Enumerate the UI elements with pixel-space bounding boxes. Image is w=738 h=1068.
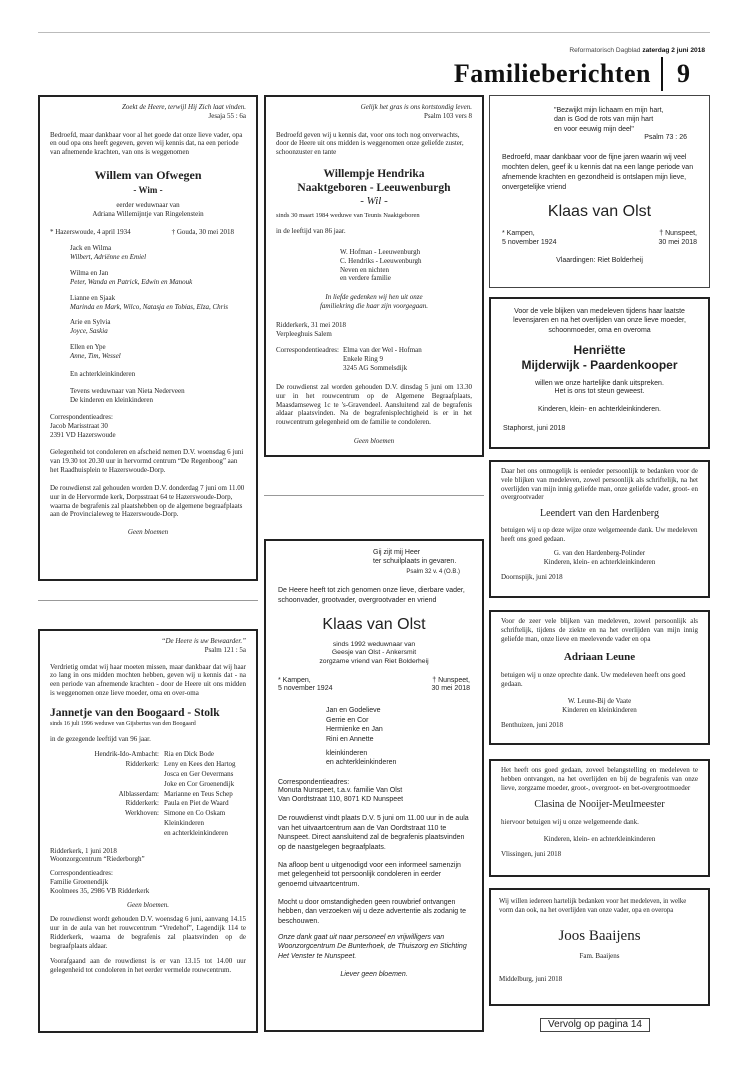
family-member: Rini en Annette (326, 735, 374, 743)
life-dates (278, 677, 470, 695)
family-place (50, 829, 164, 839)
section-title: Familieberichten (454, 57, 663, 91)
masthead (569, 47, 705, 55)
verse-line: dan is God de rots van mijn hart (554, 116, 654, 124)
deceased-name: Joos Baaijens (558, 928, 641, 945)
grandchildren: En achterkleinkinderen (70, 369, 136, 378)
birth-date: 5 november 1924 (502, 239, 557, 247)
family-parents: Ellen en Ype (70, 342, 106, 351)
family: Kinderen, klein- en achterkleinkinderen (543, 834, 656, 843)
corr-label: Correspondentieadres: (50, 413, 113, 422)
family-row (50, 780, 236, 790)
death-place: † Nunspeet, (659, 230, 697, 238)
family-place (50, 770, 164, 780)
corr-address (339, 346, 422, 372)
family-grandchildren: Joyce, Saskia (70, 327, 108, 336)
paper-name: Reformatorisch Dagblad (569, 47, 641, 54)
thanks-1: willen we onze hartelijke dank uitspreken. (535, 379, 664, 387)
family-parents: Lianne en Sjaak (70, 293, 116, 302)
family-table (50, 750, 236, 838)
intro: Bedroefd geven wij u kennis dat, voor ons toch nog onverwachts, door de Heere uit ons midden is weggenomen onze geliefde zuster, schoonzuster en tante (276, 130, 464, 157)
signature-1: W. Leune-Bij de Vaate (567, 696, 632, 705)
age: in de leeftijd van 86 jaar. (276, 227, 346, 236)
flowers-note: Geen bloemen. (127, 900, 169, 909)
signature: Vlaardingen: Riet Bolderheij (556, 257, 643, 265)
memory-1: In liefde gedenken wij hen uit onze (325, 293, 423, 302)
family-row (50, 760, 236, 770)
ad-jannetje-van-den-boogaard (38, 629, 258, 1033)
birth-place: * Kampen, (502, 230, 535, 238)
thanks: hiervoor betuigen wij u onze welgemeende dank. (501, 818, 639, 827)
family-place: Hendrik-Ido-Ambacht: (94, 750, 159, 759)
intro: Daar het ons onmogelijk is eenieder persoonlijk te bedanken voor de vele blijken van medeleven, zowel persoonlijk als schriftelijk, na het overlijden van mijn innig geliefde man, onze geliefde vader, groot- en overgrootvader (501, 467, 698, 502)
family-member: W. Hofman - Leeuwenburgh (340, 247, 421, 256)
place-date: Ridderkerk, 31 mei 2018 (276, 320, 346, 329)
corr-line: Enkele Ring 9 (342, 355, 384, 364)
family-row (50, 819, 236, 829)
since-2: Geesje van Olst - Ankersmit (331, 649, 417, 657)
signature: Fam. Baaijens (579, 952, 620, 961)
thanks-2: Het is ons tot steun geweest. (554, 388, 645, 396)
family-grandchildren: Marinda en Mark, Wilco, Natasja en Tobias, Elza, Chris (70, 302, 229, 311)
family-names: Paula en Piet de Waard (164, 799, 229, 808)
verse-ref: Jesaja 55 : 6a (208, 111, 246, 120)
also-widower: Tevens weduwnaar van Nieta Nederveen (70, 387, 185, 396)
family-place (50, 780, 164, 790)
family-group (50, 343, 246, 361)
family-group (50, 318, 246, 336)
family-grandchildren: Peter, Wanda en Patrick, Edwin en Manouk (70, 277, 193, 286)
family-list (50, 244, 246, 360)
deceased-name: Clasina de Nooijer-Meulmeester (534, 799, 665, 811)
verse-1: Gij zijt mij Heer (373, 549, 421, 556)
separator (264, 495, 484, 496)
deceased-name: Jannetje van den Boogaard - Stolk (50, 706, 220, 719)
since-1: sinds 1992 weduwnaar van (332, 640, 416, 648)
page-number: 9 (677, 59, 690, 88)
family: Kinderen, klein- en achterkleinkinderen. (538, 406, 661, 414)
issue-date: zaterdag 2 juni 2018 (642, 47, 705, 54)
signature-2: Kinderen en kleinkinderen (562, 705, 637, 714)
verse-ref: Psalm 103 vers 8 (423, 111, 472, 120)
visitation: Na afloop bent u uitgenodigd voor een informeel samenzijn met gelegenheid tot persoonlijk condoleren in eerder genoemd uitvaartcentrum. (278, 861, 461, 888)
death-date: 30 mei 2018 (658, 239, 697, 247)
thanks: betuigen wij u op deze wijze onze welgemeende dank. Uw medeleven heeft ons goed gedaan. (501, 525, 698, 543)
family-list (278, 706, 470, 744)
separator (38, 600, 258, 601)
family-row (50, 799, 236, 809)
family-place (50, 819, 164, 829)
funeral-service: De rouwdienst vindt plaats D.V. 5 juni om 11.00 uur in de aula van het uitvaartcentrum aan de Van Oordtstraat 110 te Nunspeet. Direct aansluitend zal de begrafenis plaatsvinden op de naastgelegen begraafplaats. (278, 815, 469, 852)
corr-line: Monuta Nunspeet, t.a.v. familie Van Olst (278, 787, 403, 795)
place-home: Woonzorgcentrum “Riederborgh” (50, 855, 145, 864)
verse (502, 106, 697, 134)
family-parents: Arie en Sylvia (70, 318, 111, 327)
birth-place: * Kampen, (278, 676, 311, 684)
verse-2: ter schuilplaats in gevaren. (373, 557, 457, 565)
family-row (50, 790, 236, 800)
deceased-name-1: Henriëtte (573, 343, 626, 358)
verse-ref: Psalm 73 : 26 (644, 134, 687, 142)
intro: Verdrietig omdat wij haar moeten missen, maar dankbaar dat wij haar zo lang in ons midden mochten hebben, geven wij u kennis dat - na een periode van afnemende krachten - door de Heere uit ons midden is weggenomen onze lieve moeder, oma en over-oma (50, 662, 246, 698)
family-row (50, 750, 236, 760)
family-names: Leny en Kees den Hartog (164, 760, 236, 769)
age: in de gezegende leeftijd van 96 jaar. (50, 735, 151, 744)
place-date: Ridderkerk, 1 juni 2018 (50, 846, 117, 855)
corr-line: Elma van der Wel - Hofman (342, 346, 422, 355)
corr-name: Familie Groenendijk (50, 878, 109, 886)
corr-line: Correspondentieadres: (278, 778, 350, 786)
family-list (276, 248, 472, 283)
verse-line: en voor eeuwig mijn deel" (554, 125, 634, 133)
funeral-service: De rouwdienst zal worden gehouden D.V. dinsdag 5 juni om 13.30 uur in het rouwcentrum op de Algemene Begraafplaats, Maasdamseweg 1c te 's-Gravendeel. Aansluitend zal de begrafenis aldaar plaatsvinden. Na de begrafenisplechtigheid is er in het rouwcentrum gelegenheid om de familie te condoleren. (276, 382, 472, 427)
nickname: - Wil - (360, 195, 388, 208)
family-names: en achterkleinkinderen (164, 828, 228, 837)
deceased-name: Willem van Ofwegen (94, 168, 202, 183)
ad-klaas-van-olst-family (264, 539, 484, 1032)
deceased-name: Klaas van Olst (322, 615, 426, 633)
intro: Voor de vele blijken van medeleven tijdens haar laatste levensjaren en na het overlijden van onze lieve moeder, schoonmoeder, oma en overoma (513, 308, 686, 334)
ad-willem-van-ofwegen (38, 95, 258, 581)
place-home: Verpleeghuis Salem (276, 329, 332, 338)
spouse-line-1: eerder weduwnaar van (116, 201, 180, 210)
family-member: Neven en nichten (340, 265, 389, 274)
page-heading (454, 57, 705, 91)
ad-leendert-van-den-hardenberg (489, 460, 710, 598)
place: Doornspijk, juni 2018 (501, 573, 563, 582)
verse-ref: Psalm 32 v. 4 (O.B.) (406, 568, 460, 575)
corr-street: Jacob Marisstraat 30 (50, 421, 108, 430)
ad-clasina-de-nooijer (489, 759, 710, 877)
signature-1: G. van den Hardenberg-Polinder (553, 549, 646, 558)
flowers-note: Liever geen bloemen. (340, 970, 408, 978)
ad-adriaan-leune (489, 610, 710, 745)
signature-2: Kinderen, klein- en achterkleinkinderen (543, 558, 656, 567)
family-parents: Jack en Wilma (70, 244, 112, 253)
intro: Bedroefd, maar dankbaar voor de fijne jaren waarin wij veel mochten delen, geef ik u kennis dat na een lange periode van afnemende krachten en gezondheid is ontslapen mijn lieve, onvergetelijke vriend (502, 154, 694, 191)
verse-ref: Psalm 121 : 5a (204, 645, 246, 654)
family-names: Joke en Cor Groenendijk (164, 779, 235, 788)
family-member: Gerrie en Cor (326, 716, 369, 724)
visitation: Voorafgaand aan de rouwdienst is er van 13.15 tot 14.00 uur gelegenheid tot condoleren in het eerder vermelde rouwcentrum. (50, 956, 246, 974)
thanks-note: Onze dank gaat uit naar personeel en vrijwilligers van Woonzorgcentrum De Bunterhoek, de Thuiszorg en Stichting Het Venster te Nunspeet. (278, 933, 467, 960)
family-member: en verdere familie (340, 274, 391, 283)
family-member: C. Hendriks - Leeuwenburgh (340, 256, 422, 265)
verse-line: "Bezwijkt mijn lichaam en mijn hart, (554, 107, 664, 114)
family-place: Ridderkerk: (125, 760, 159, 769)
intro: Het heeft ons goed gedaan, zoveel belangstelling en medeleven te hebben ontvangen, na het overlijden en bij de begrafenis van onze lieve, zorgzame moeder, groot-, overgroot- en bet-overgrootmoeder (501, 766, 698, 792)
family-grandchildren: Wilbert, Adriënne en Emiel (70, 253, 147, 262)
family-row (50, 770, 236, 780)
ad-willempje-naaktgeboren (264, 95, 484, 457)
family-grandchildren: Anne, Tim, Wessel (70, 351, 121, 360)
family-group (50, 294, 246, 312)
ad-klaas-van-olst-friend (489, 95, 710, 288)
widow-since: sinds 30 maart 1984 weduwe van Teunis Naaktgeboren (276, 211, 420, 219)
death-date: 30 mei 2018 (431, 685, 470, 693)
intro: Bedroefd, maar dankbaar voor al het goede dat onze lieve vader, opa en oud opa ons heeft gegeven, geven wij kennis dat, na een periode van afnemende krachten, van ons is weggenomen (50, 130, 243, 157)
family-names: Marianne en Teus Schep (164, 789, 233, 798)
children-line: De kinderen en kleinkinderen (70, 396, 153, 405)
deceased-name-2: Naaktgeboren - Leeuwenburgh (297, 182, 451, 195)
intro: De Heere heeft tot zich genomen onze lieve, dierbare vader, schoonvader, grootvader, overgrootvader en vriend (278, 587, 465, 604)
place: Vlissingen, juni 2018 (501, 849, 562, 858)
continued-button[interactable]: Vervolg op pagina 14 (540, 1018, 650, 1032)
family-names: Josca en Ger Oevermans (164, 769, 234, 778)
corr-line: Van Oordtstraat 110, 8071 KD Nunspeet (278, 796, 404, 804)
deceased-name: Leendert van den Hardenberg (540, 508, 659, 520)
verse: “De Heere is uw Bewaarder.” (161, 637, 246, 645)
family-member: Jan en Godelieve (326, 707, 381, 715)
verse: Zoekt de Heere, terwijl Hij Zich laat vinden. (122, 103, 246, 111)
spouse-line-2: Adriana Willemijntje van Ringelenstein (92, 209, 204, 218)
family-place: Alblasserdam: (118, 789, 159, 798)
family-names: Simone en Co Oskam (164, 809, 226, 818)
corr-line: 3245 AG Sommelsdijk (342, 364, 408, 373)
family-group (50, 269, 246, 287)
letter-note: Mocht u door omstandigheden geen rouwbrief ontvangen hebben, dan verzoeken wij u deze advertentie als zodanig te beschouwen. (278, 898, 466, 925)
corr-label: Correspondentieadres: (50, 869, 113, 878)
thanks: betuigen wij u onze oprechte dank. Uw medeleven heeft ons goed gedaan. (501, 671, 686, 689)
life-dates (50, 228, 246, 237)
grandchildren-1: kleinkinderen (326, 749, 368, 757)
life-dates (502, 230, 697, 248)
correspondence (276, 346, 472, 372)
family-row (50, 829, 236, 839)
flowers-note: Geen bloemen (353, 436, 395, 445)
ad-henriette-mijderwijk (489, 297, 710, 449)
funeral-service: De rouwdienst zal gehouden worden D.V. donderdag 7 juni om 11.00 uur in de Hervormde kerk, Dorpsstraat 64 te Hazerswoude-Dorp, waarna de begrafenis zal plaatshebben op de algemene begraafplaats aan de Provincialeweg te Hazerswoude-Dorp. (50, 483, 245, 519)
correspondence (278, 779, 470, 805)
family-parents: Wilma en Jan (70, 269, 109, 278)
ad-joos-baaijens (489, 888, 710, 1006)
flowers-note: Geen bloemen (127, 528, 169, 537)
deceased-name-2: Mijderwijk - Paardenkooper (521, 358, 678, 373)
family-place: Ridderkerk: (125, 799, 159, 808)
family-place: Werkhoven: (124, 809, 159, 818)
place: Staphorst, juni 2018 (503, 424, 566, 432)
deceased-name: Klaas van Olst (547, 203, 652, 221)
memory-2: familiekring die haar zijn voorgegaan. (319, 302, 429, 311)
family-member: Hermienke en Jan (326, 726, 383, 734)
grandchildren-2: en achterkleinkinderen (326, 758, 397, 766)
deceased-name-1: Willempje Hendrika (323, 168, 425, 181)
corr-address: Koolmees 35, 2986 VB Ridderkerk (50, 886, 150, 895)
birth: * Hazerswoude, 4 april 1934 (50, 227, 131, 236)
since-3: zorgzame vriend van Riet Bolderheij (319, 658, 429, 666)
corr-label: Correspondentieadres: (276, 346, 339, 355)
top-rule (38, 32, 710, 33)
widow-since: sinds 16 juli 1996 weduwe van Gijsbertus van den Boogaard (50, 720, 196, 727)
intro: Wij willen iedereen hartelijk bedanken voor het medeleven, in welke vorm dan ook, na het overlijden van onze vader, opa en overopa (499, 898, 687, 914)
nickname: - Wim - (133, 184, 163, 195)
visitation: Gelegenheid tot condoleren en afscheid nemen D.V. woensdag 6 juni van 19.30 tot 20.30 uur in hervormd centrum “De Regenboog” aan het Raadhuisplein te Hazerswoude-Dorp. (50, 448, 244, 475)
family-names: Ria en Dick Bode (164, 750, 214, 759)
family-names: Kleinkinderen (164, 818, 205, 827)
funeral-service: De rouwdienst wordt gehouden D.V. woensdag 6 juni, aanvang 14.15 uur in de aula van het rouwcentrum “Vredehof”, Lagendijk 114 te Ridderkerk, waarna de begrafenis zal plaatsvinden op de begraafplaats aldaar. (50, 915, 246, 950)
family-row (50, 809, 236, 819)
verse: Gelijk het gras is ons kortstondig leven. (360, 103, 472, 111)
deceased-name: Adriaan Leune (563, 651, 636, 664)
family-group (50, 244, 246, 262)
corr-city: 2391 VD Hazerswoude (50, 430, 116, 439)
place: Middelburg, juni 2018 (499, 974, 563, 983)
intro: Voor de zeer vele blijken van medeleven, zowel persoonlijk als schriftelijk, tijdens de ziekte en na het overlijden van mijn innig geliefde man, onze lieve en meelevende vader en opa (501, 617, 698, 643)
birth-date: 5 november 1924 (278, 685, 333, 693)
place: Benthuizen, juni 2018 (501, 720, 564, 729)
death-place: † Nunspeet, (432, 676, 470, 684)
death: † Gouda, 30 mei 2018 (171, 227, 234, 236)
